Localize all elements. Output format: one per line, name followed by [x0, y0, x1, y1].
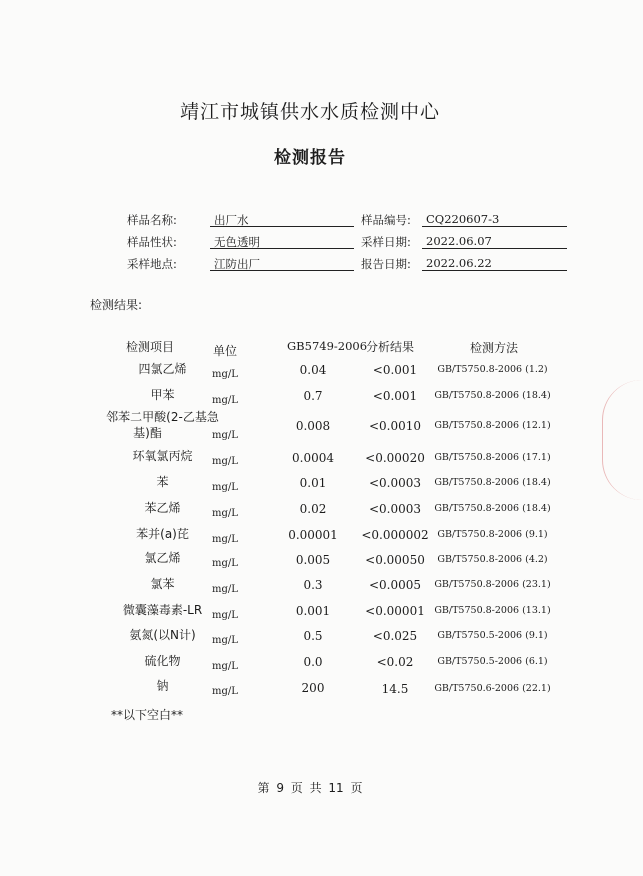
row-item: 钠	[156, 679, 169, 693]
row-method: GB/T5750.8-2006 (9.1)	[437, 529, 548, 540]
header-standard: GB5749-2006	[287, 339, 368, 353]
sample-code-label: 样品编号:	[361, 213, 411, 227]
row-unit: mg/L	[212, 558, 238, 569]
row-item: 苯乙烯	[144, 501, 181, 515]
sampling-date-value: 2022.06.07	[422, 234, 567, 249]
row-result: <0.00020	[365, 451, 425, 465]
table-row	[0, 408, 620, 446]
row-result: <0.025	[372, 629, 418, 643]
info-row-1	[0, 212, 620, 228]
row-standard: 0.0004	[292, 451, 334, 465]
info-row-2	[0, 234, 620, 250]
row-unit: mg/L	[212, 395, 238, 406]
row-standard: 0.0	[303, 655, 323, 669]
sample-code-value: CQ220607-3	[422, 212, 567, 227]
sampling-date-label: 采样日期:	[361, 235, 411, 249]
row-unit: mg/L	[212, 686, 238, 697]
row-result: <0.00050	[365, 553, 425, 567]
row-standard: 0.005	[295, 553, 331, 567]
row-unit: mg/L	[212, 534, 238, 545]
row-method: GB/T5750.6-2006 (22.1)	[434, 683, 551, 694]
header-item: 检测项目	[126, 340, 175, 354]
header-method: 检测方法	[470, 341, 519, 355]
table-row	[0, 575, 620, 601]
row-item: 邻苯二甲酸(2-乙基急	[106, 410, 219, 424]
row-method: GB/T5750.8-2006 (13.1)	[434, 605, 551, 616]
row-standard: 0.001	[295, 604, 331, 618]
row-standard: 0.00001	[288, 528, 338, 542]
row-item: 氯乙烯	[144, 551, 181, 565]
org-title: 靖江市城镇供水水质检测中心	[179, 101, 440, 123]
row-item: 氯苯	[150, 577, 175, 591]
sample-name-value: 出厂水	[210, 212, 354, 227]
row-unit: mg/L	[212, 456, 238, 467]
row-item: 甲苯	[150, 388, 175, 402]
table-row	[0, 677, 620, 703]
seal-stamp-edge	[602, 380, 643, 500]
row-method: GB/T5750.8-2006 (12.1)	[434, 420, 551, 431]
row-standard: 0.02	[299, 502, 327, 516]
row-result: <0.000002	[361, 528, 429, 542]
table-row	[0, 549, 620, 575]
row-unit: mg/L	[212, 482, 238, 493]
blank-below-note: **以下空白**	[111, 708, 184, 722]
table-row	[0, 525, 620, 551]
report-date-label: 报告日期:	[361, 257, 411, 271]
row-result: <0.001	[372, 363, 418, 377]
row-unit: mg/L	[212, 610, 238, 621]
table-row	[0, 499, 620, 525]
row-standard: 0.008	[295, 419, 331, 433]
table-row	[0, 360, 620, 386]
row-unit: mg/L	[212, 369, 238, 380]
row-unit: mg/L	[212, 508, 238, 519]
row-item: 四氯乙烯	[138, 362, 187, 376]
row-method: GB/T5750.8-2006 (18.4)	[434, 390, 551, 401]
row-method: GB/T5750.8-2006 (4.2)	[437, 554, 548, 565]
row-method: GB/T5750.8-2006 (18.4)	[434, 503, 551, 514]
row-standard: 0.04	[299, 363, 327, 377]
page-number: 第 9 页 共 11 页	[257, 781, 363, 795]
row-method: GB/T5750.8-2006 (18.4)	[434, 477, 551, 488]
row-standard: 200	[301, 681, 325, 695]
row-unit: mg/L	[212, 584, 238, 595]
table-row	[0, 601, 620, 627]
row-method: GB/T5750.8-2006 (23.1)	[434, 579, 551, 590]
row-standard: 0.5	[303, 629, 323, 643]
row-unit: mg/L	[212, 635, 238, 646]
sample-property-label: 样品性状:	[127, 235, 177, 249]
row-result: <0.0003	[368, 502, 422, 516]
sample-name-label: 样品名称:	[127, 213, 177, 227]
row-item: 微囊藻毒素-LR	[122, 603, 203, 617]
sampling-location-label: 采样地点:	[127, 257, 177, 271]
report-date-value: 2022.06.22	[422, 256, 567, 271]
row-result: <0.00001	[365, 604, 425, 618]
info-row-3	[0, 256, 620, 272]
row-item: 苯并(a)芘	[136, 527, 189, 541]
sampling-location-value: 江防出厂	[210, 256, 354, 271]
row-item: 氨氮(以N计)	[129, 628, 196, 642]
row-item: 苯	[156, 475, 169, 489]
header-result: 分析结果	[366, 340, 415, 354]
row-method: GB/T5750.8-2006 (1.2)	[437, 364, 548, 375]
row-result: 14.5	[381, 682, 409, 696]
table-row	[0, 447, 620, 473]
row-result: <0.02	[376, 655, 414, 669]
row-standard: 0.7	[303, 389, 323, 403]
row-result: <0.0003	[368, 476, 422, 490]
row-method: GB/T5750.5-2006 (9.1)	[437, 630, 548, 641]
row-result: <0.0010	[368, 419, 422, 433]
results-label: 检测结果:	[90, 298, 143, 312]
row-unit: mg/L	[212, 430, 238, 441]
row-item-continued: 基)酯	[133, 426, 162, 440]
report-title: 检测报告	[274, 148, 346, 168]
header-unit: 单位	[213, 344, 238, 358]
table-row	[0, 473, 620, 499]
row-method: GB/T5750.5-2006 (6.1)	[437, 656, 548, 667]
sample-property-value: 无色透明	[210, 234, 354, 249]
row-unit: mg/L	[212, 661, 238, 672]
row-result: <0.001	[372, 389, 418, 403]
row-item: 硫化物	[144, 654, 181, 668]
row-result: <0.0005	[368, 578, 422, 592]
row-item: 环氧氯丙烷	[132, 449, 193, 463]
row-method: GB/T5750.8-2006 (17.1)	[434, 452, 551, 463]
row-standard: 0.01	[299, 476, 327, 490]
table-row	[0, 626, 620, 652]
table-row	[0, 652, 620, 678]
row-standard: 0.3	[303, 578, 323, 592]
